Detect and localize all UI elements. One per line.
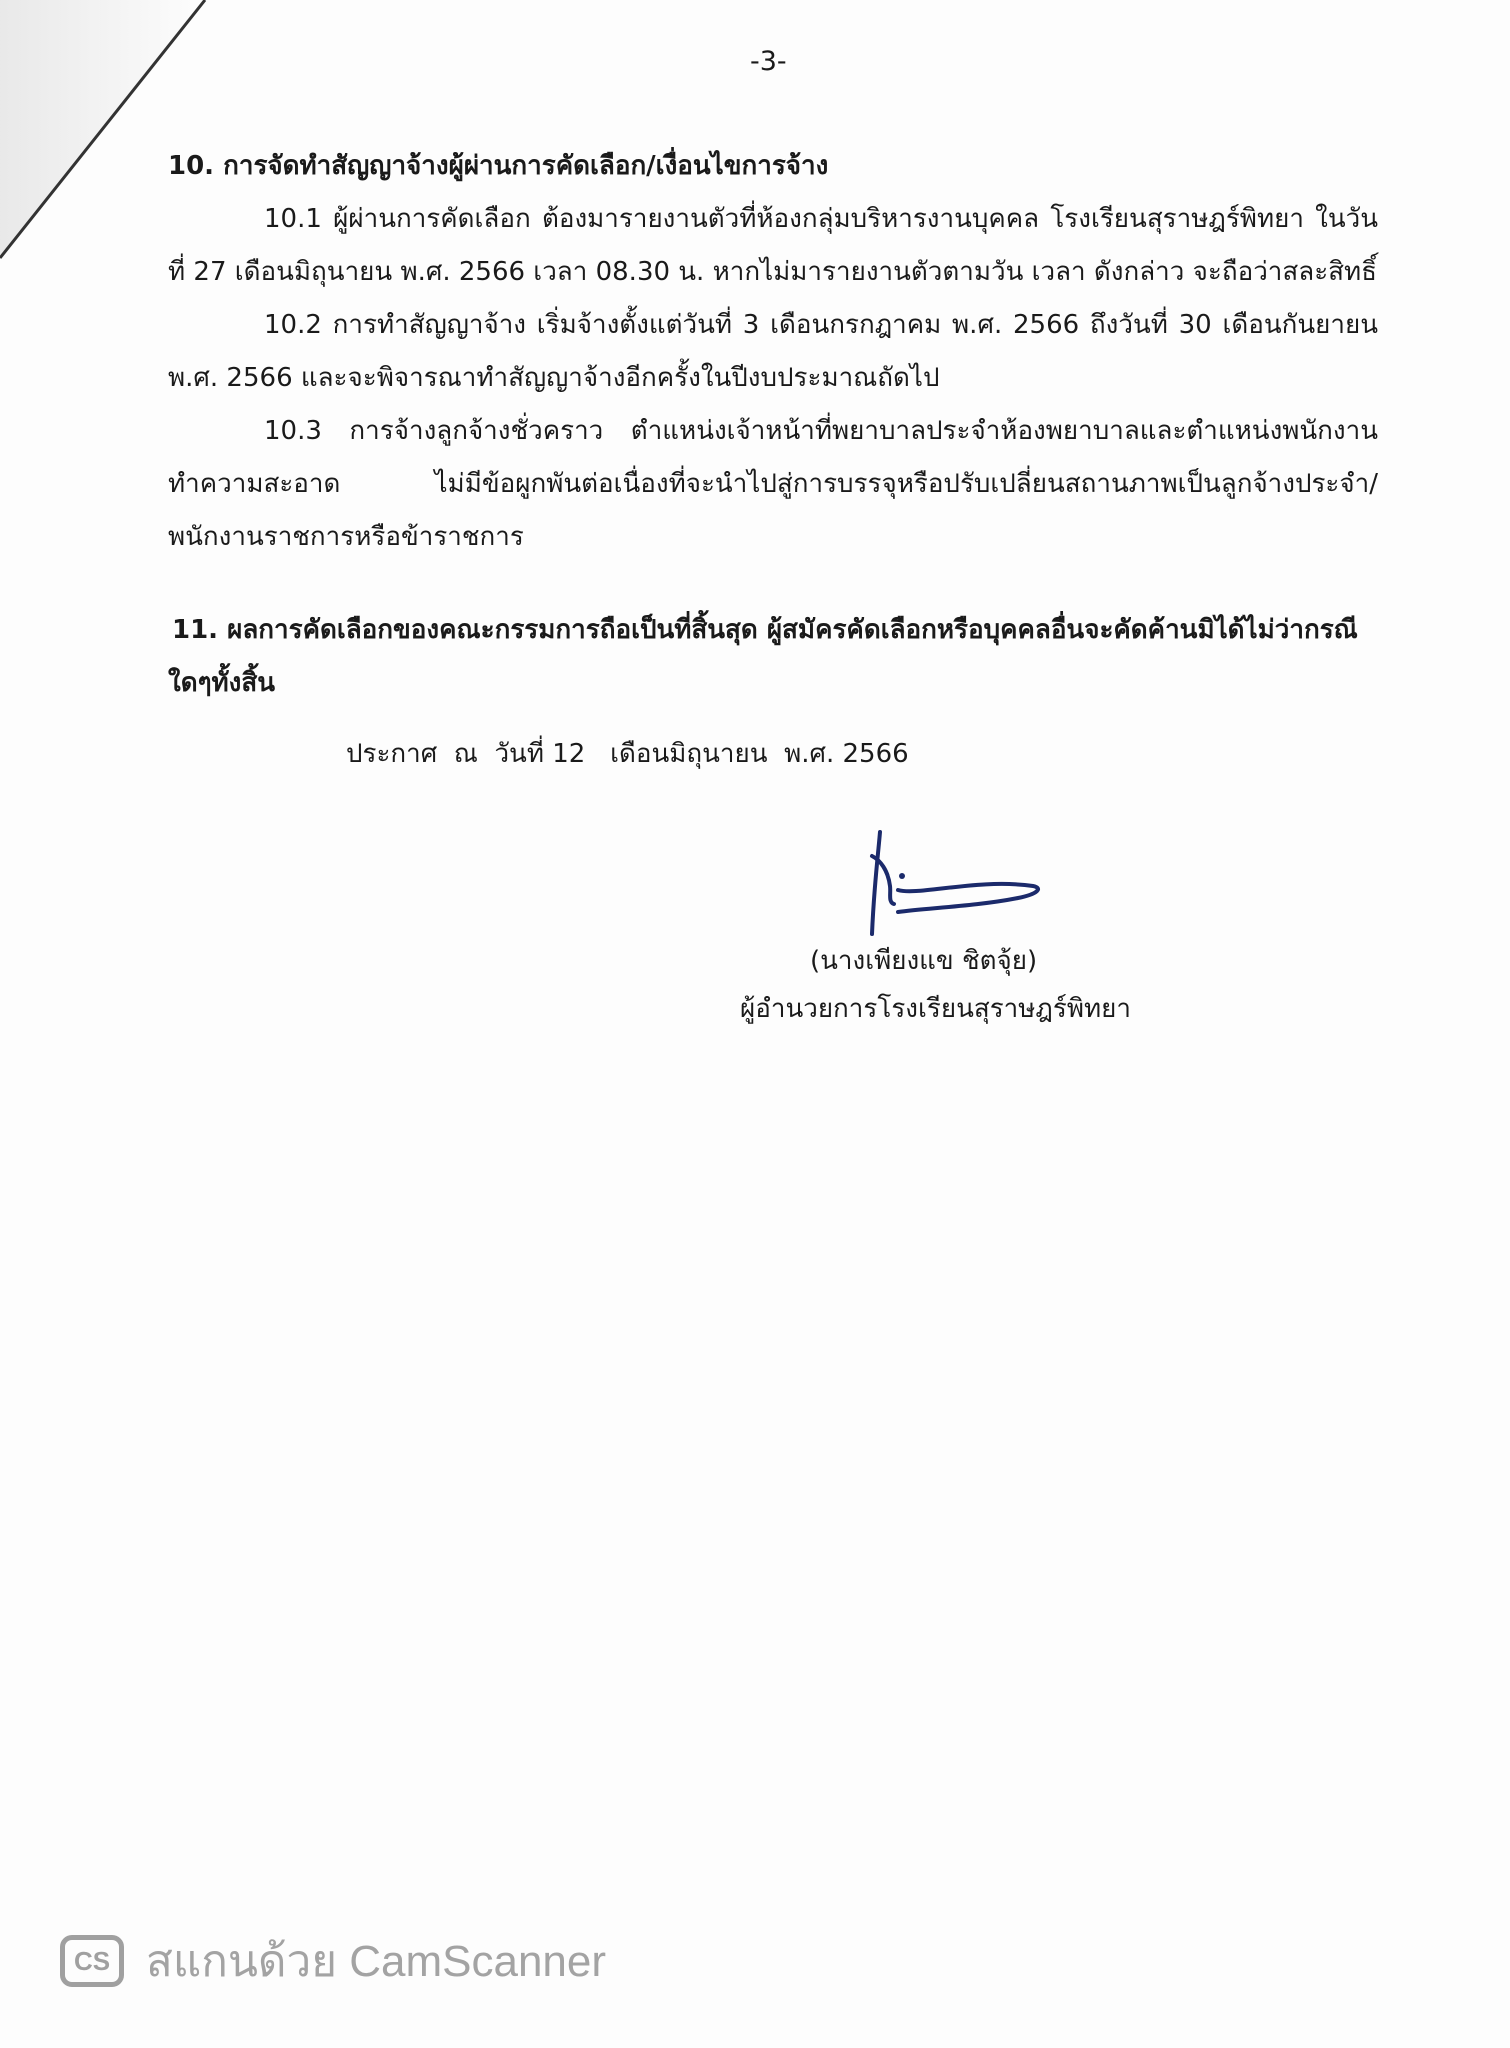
signer-title: ผู้อำนวยการโรงเรียนสุราษฎร์พิทยา: [740, 994, 1131, 1024]
handwritten-signature: [858, 826, 1058, 941]
camscanner-watermark: [60, 1926, 606, 1996]
clause-10-2: 10.2 การทำสัญญาจ้าง เริ่มจ้างตั้งแต่วันที่ 3 เดือนกรกฎาคม พ.ศ. 2566 ถึงวันที่ 30 เดือนกันยายน พ.ศ. 2566 และจะพิจารณาทำสัญญาจ้างอีกครั้งในปีงบประมาณถัดไป: [168, 310, 1378, 393]
clause-10-1: 10.1 ผู้ผ่านการคัดเลือก ต้องมารายงานตัวที่ห้องกลุ่มบริหารงานบุคคล โรงเรียนสุราษฎร์พิทยา ในวันที่ 27 เดือนมิถุนายน พ.ศ. 2566 เวลา 08.30 น. หากไม่มารายงานตัวตามวัน เวลา ดังกล่าว จะถือว่าสละสิทธิ์: [168, 204, 1378, 287]
watermark-text: สแกนด้วย CamScanner: [146, 1937, 607, 1986]
section-11: [168, 604, 1378, 710]
section-10-heading: 10. การจัดทำสัญญาจ้างผู้ผ่านการคัดเลือก/เงื่อนไขการจ้าง: [168, 151, 829, 181]
section-10: [168, 140, 1378, 564]
section-11-heading: 11. ผลการคัดเลือกของคณะกรรมการถือเป็นที่สิ้นสุด ผู้สมัครคัดเลือกหรือบุคคลอื่นจะคัดค้านมิได้ไม่ว่ากรณีใดๆทั้งสิ้น: [168, 615, 1358, 698]
clause-10-3: 10.3 การจ้างลูกจ้างชั่วคราว ตำแหน่งเจ้าหน้าที่พยาบาลประจำห้องพยาบาลและตำแหน่งพนักงานทำความสะอาด ไม่มีข้อผูกพันต่อเนื่องที่จะนำไปสู่การบรรจุหรือปรับเปลี่ยนสถานภาพเป็นลูกจ้างประจำ/พนักงานราชการหรือข้าราชการ: [168, 416, 1378, 552]
signer-name: (นางเพียงแข ชิตจุ้ย): [810, 946, 1038, 976]
announcement-date: ประกาศ ณ วันที่ 12 เดือนมิถุนายน พ.ศ. 2566: [346, 739, 909, 769]
camscanner-logo-icon: CS: [60, 1935, 124, 1987]
page-number: -3-: [750, 46, 787, 77]
